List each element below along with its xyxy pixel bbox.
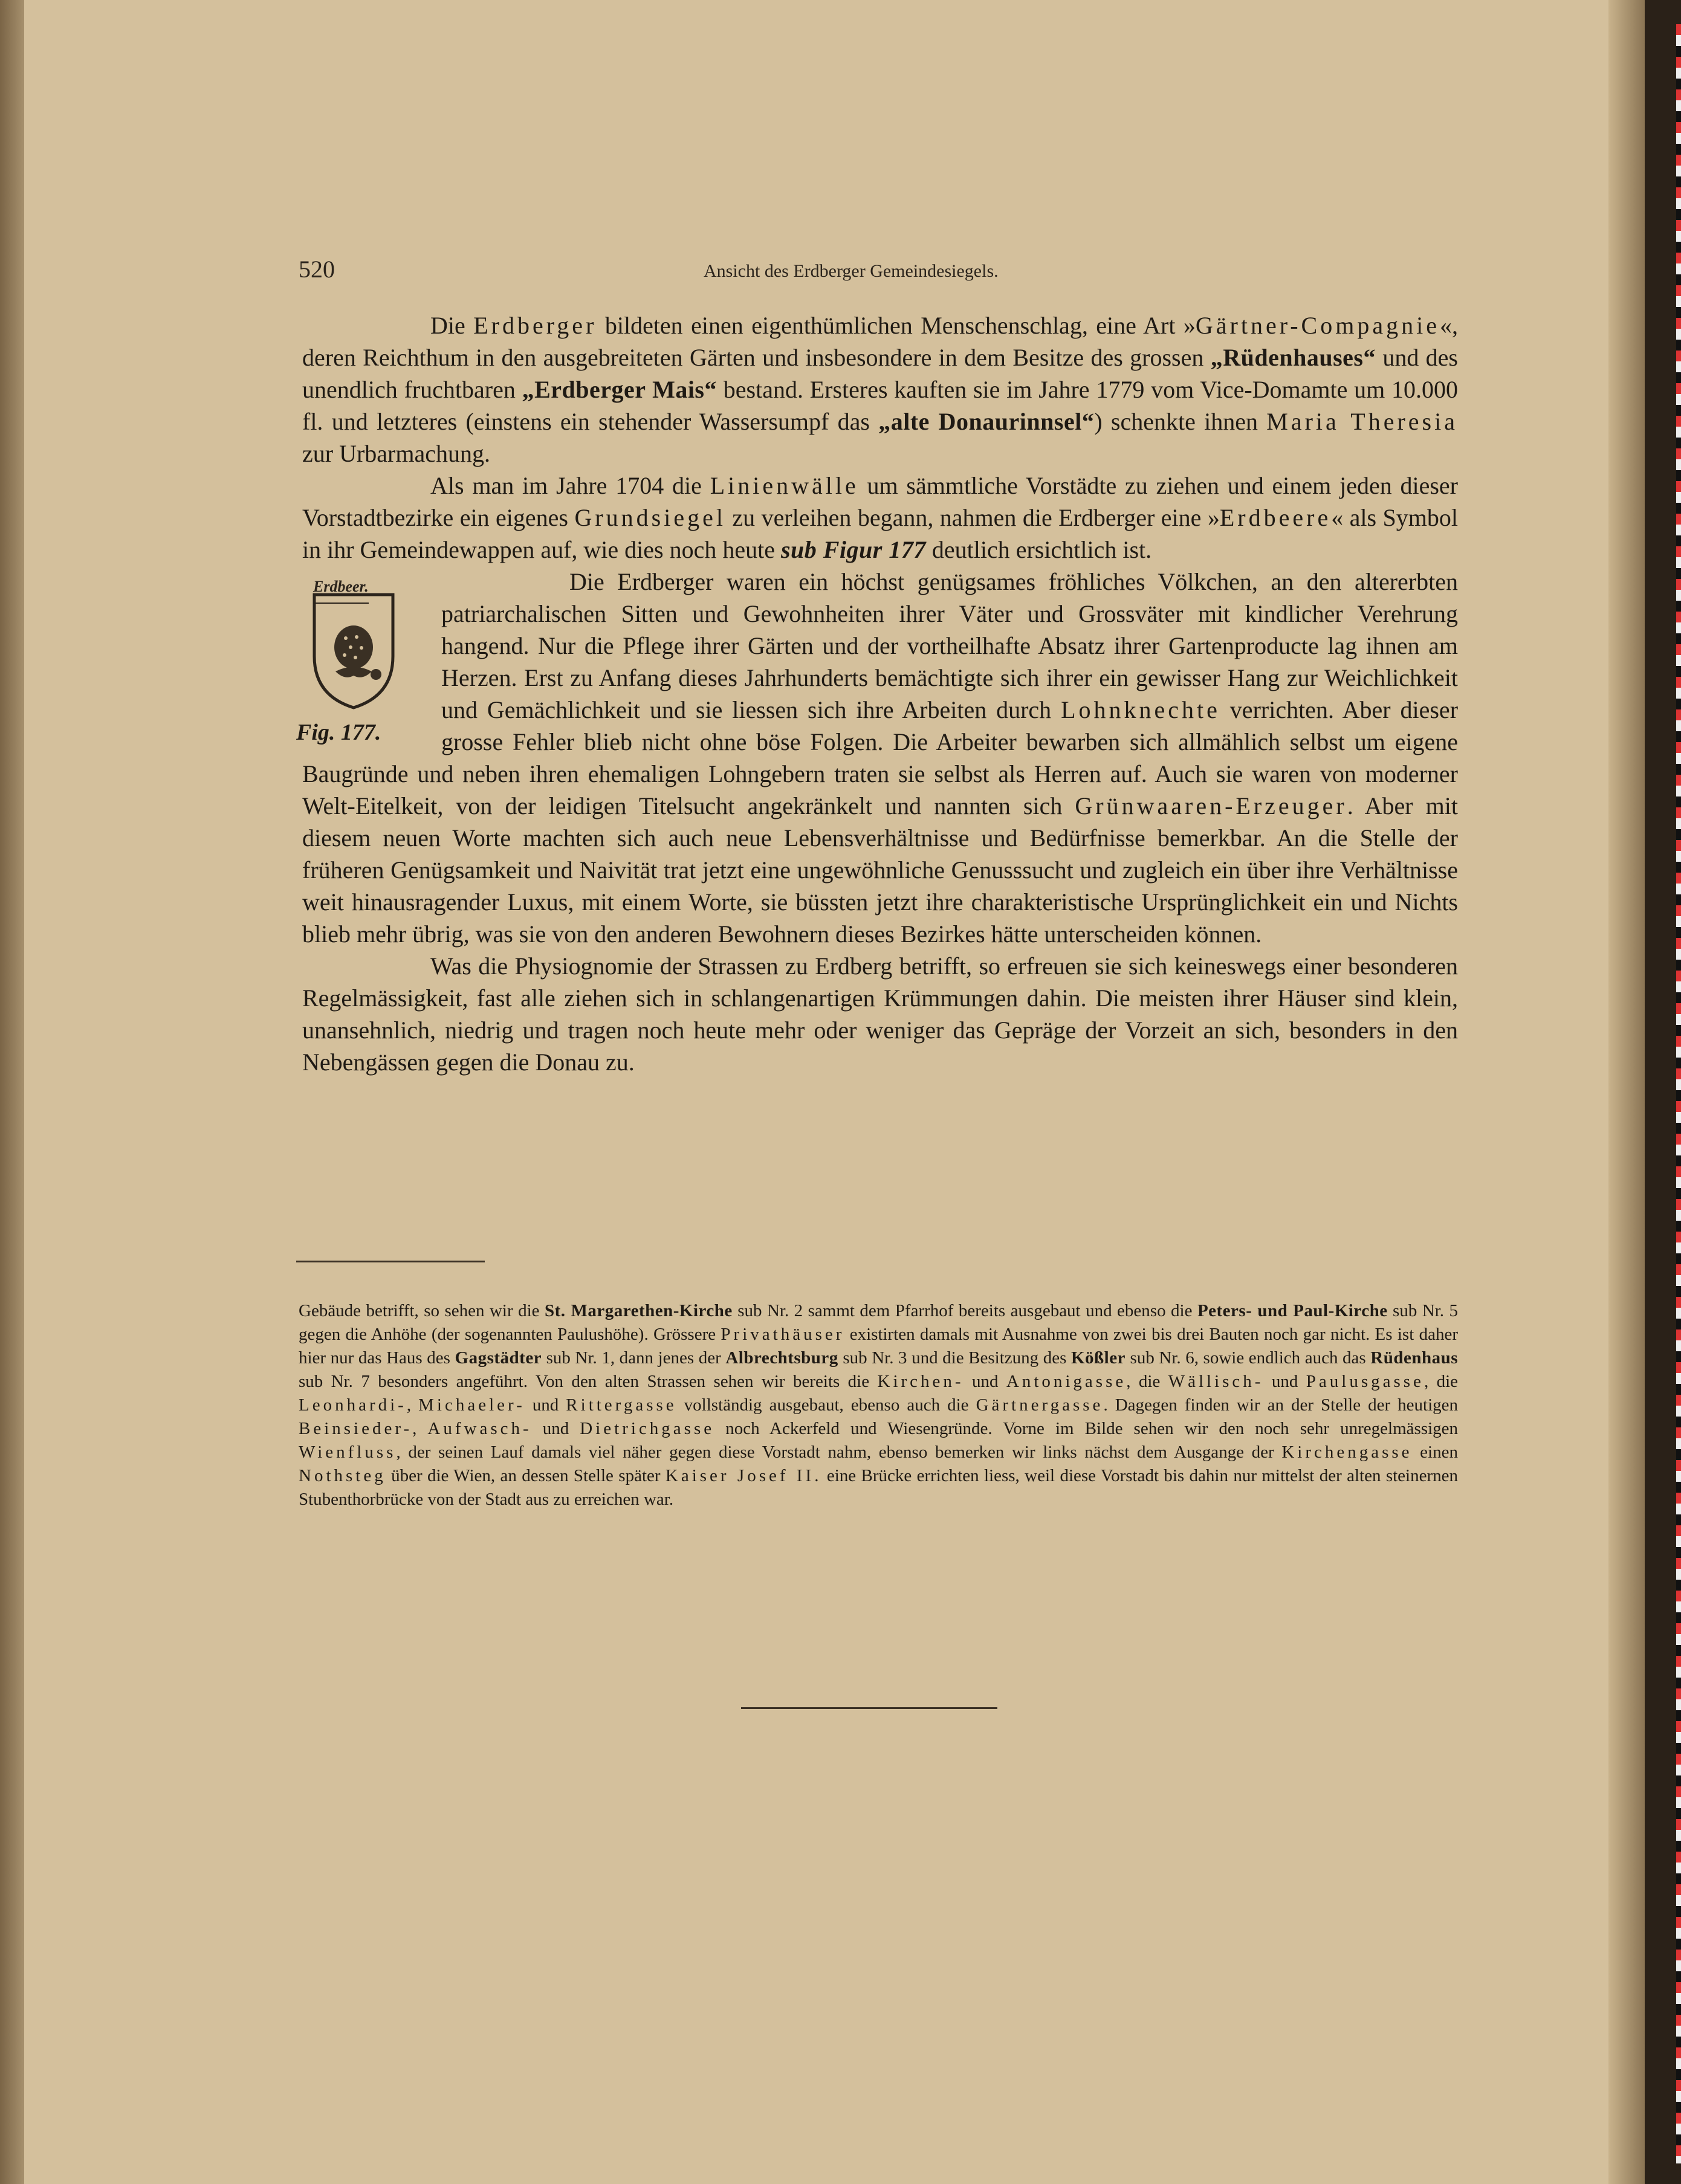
spaced-term: Leonhardi- [299, 1395, 407, 1415]
text-run: Als man im Jahre 1704 die [430, 472, 710, 499]
figure-caption: Fig. 177. [296, 720, 381, 745]
page-number: 520 [299, 256, 335, 283]
text-run: sub Nr. 6, sowie endlich auch das [1125, 1348, 1371, 1368]
spaced-term: Erdberger [473, 312, 597, 339]
text-run: sub Nr. 1, dann jenes der [542, 1348, 726, 1368]
spaced-term: Kaiser Josef II. [665, 1466, 822, 1485]
spaced-term: Antonigasse [1006, 1372, 1127, 1391]
text-run: bildeten einen eigenthümlichen Menschenschlag, eine Art » [597, 312, 1196, 339]
text-run: ) schenkte ihnen [1094, 408, 1267, 435]
strawberry-shield-icon [308, 590, 399, 711]
spaced-term: Rittergasse [566, 1395, 677, 1415]
paragraph-4: Was die Physiognomie der Strassen zu Erdberg betrifft, so erfreuen sie sich keineswegs einer besonderen Regelmässigkeit, fast alle ziehen sich in schlangenartigen Krümmungen dahin. Die meisten ihrer Häuser sind klein, unansehnlich, niedrig und tragen noch heute mehr oder weniger das Gepräge der Vorzeit an sich, besonders in den Nebengässen gegen die Donau zu. [302, 952, 1458, 1076]
spaced-term: Dietrichgasse [580, 1419, 715, 1438]
text-run: um sämmtliche Vorstädte zu ziehen und einem jeden dieser Vorstadtbezirke ein eigenes [302, 472, 1458, 531]
fraktur-term: Rüdenhaus [1370, 1348, 1458, 1368]
text-run: deutlich ersichtlich ist. [925, 536, 1152, 563]
spaced-term: Erdbeere [1219, 504, 1332, 531]
page-header [299, 255, 1459, 285]
spaced-term: Paulusgasse [1306, 1372, 1424, 1391]
fraktur-term: Kößler [1070, 1348, 1126, 1368]
text-run: , die [1126, 1372, 1168, 1391]
text-run: sub Nr. 5 gegen die Anhöhe (der sogenannten Paulushöhe). Grössere [299, 1301, 1459, 1344]
text-run: sub Nr. 3 und die Besitzung des [838, 1348, 1071, 1368]
spaced-term: Michaeler- [418, 1395, 525, 1415]
text-run: bestand. Ersteres kauften sie im Jahre 1779 vom Vice-Domamte um 10.000 fl. und letzteres (einstens ein stehender Wassersumpf das [302, 376, 1459, 435]
text-run: sub Nr. 7 besonders angeführt. Von den alten Strassen sehen wir bereits die [299, 1372, 878, 1391]
fraktur-term: Peters- und Paul-Kirche [1197, 1301, 1388, 1320]
spaced-term: Grundsiegel [574, 504, 726, 531]
spaced-term: Kirchengasse [1281, 1443, 1413, 1462]
text-run: und [964, 1372, 1006, 1391]
spaced-term: Maria Theresia [1266, 408, 1458, 435]
text-run: «, deren Reichthum in den ausgebreiteten Gärten und insbesondere in dem Besitze des grossen [302, 312, 1458, 371]
paragraph-1 [302, 309, 1458, 470]
text-run: zu verleihen begann, nahmen die Erdberger eine » [725, 504, 1220, 531]
fraktur-term: „alte Donaurinnsel“ [878, 408, 1095, 435]
running-title: Ansicht des Erdberger Gemeindesiegels. [704, 261, 999, 281]
spaced-term: Nothsteg [299, 1466, 386, 1485]
text-run: , [412, 1419, 428, 1438]
fraktur-term: „Erdberger Mais“ [522, 376, 717, 403]
spaced-term: Lohnknechte [1061, 696, 1220, 723]
spaced-term: Gärtnergasse [976, 1395, 1104, 1415]
fraktur-term: St. Margarethen-Kirche [544, 1301, 733, 1320]
text-run: und [531, 1419, 580, 1438]
text-run: zur Urbarmachung. [302, 440, 490, 467]
text-run: Die [430, 312, 474, 339]
text-run: und [525, 1395, 566, 1415]
text-run: Die Erdberger waren ein höchst genügsames fröhliches Völkchen, an den altererbten patriarchalischen Sitten und Gewohnheiten ihrer Väter und Grossväter mit kindlicher Verehrung hangend. Nur die Pflege ihrer Gärten und der vortheilhafte Absatz ihrer Gartenproducte lag ihnen am Herzen. Erst zu Anfang dieses Jahrhunderts bemächtigte sich ihrer ein gewisser Hang zur Weichlichkeit und Gemächlichkeit und sie liessen sich ihre Arbeiten durch [441, 568, 1458, 723]
figure-177 [296, 566, 429, 747]
spaced-term: Wienfluss [299, 1443, 397, 1462]
fraktur-term: Gagstädter [455, 1348, 542, 1368]
paragraph-2 [302, 470, 1458, 566]
spaced-term: Gärtner-Compagnie [1195, 312, 1440, 339]
text-run: eine Brücke errichten liess, weil diese Vorstadt bis dahin nur mittelst der alten steinernen Stubenthorbrücke von der Stadt aus zu erreichen war. [299, 1466, 1458, 1509]
text-run: sub Nr. 2 sammt dem Pfarrhof bereits ausgebaut und ebenso die [732, 1301, 1197, 1320]
figure-label: Erdbeer. [313, 570, 369, 604]
text-run: , der seinen Lauf damals viel näher gegen diese Vorstadt nahm, ebenso bemerken wir links nächst dem Ausgange der [396, 1443, 1282, 1462]
fraktur-term: „Rüdenhauses“ [1210, 344, 1376, 371]
spaced-term: Wällisch- [1168, 1372, 1264, 1391]
spaced-term: Beinsieder- [299, 1419, 413, 1438]
text-run: . Dagegen finden wir an der Stelle der heutigen [1103, 1395, 1459, 1415]
text-run: Gebäude betrifft, so sehen wir die [299, 1301, 545, 1320]
page-edge-shadow [1608, 0, 1645, 2184]
text-run: . Aber mit diesem neuen Worte machten sich auch neue Lebensverhältnisse und Bedürfnisse bemerkbar. An die Stelle der früheren Genügsamkeit und Naivität trat jetzt eine ungewöhnliche Genusssucht und zugleich ein über ihre Verhältnisse weit hinausragender Luxus, mit einem Worte, sie büssten jetzt ihre charakteristische Ursprünglichkeit ein und Nichts blieb mehr übrig, was sie von den anderen Bewohnern dieses Bezirkes hätte unterscheiden können. [302, 792, 1459, 948]
text-run: einen [1412, 1443, 1458, 1462]
spaced-term: Grünwaaren-Erzeuger [1075, 792, 1347, 819]
text-run: noch Ackerfeld und Wiesengründe. Vorne im Bilde sehen wir den noch sehr unregelmässigen [714, 1419, 1459, 1438]
color-scale-ruler [1676, 24, 1681, 2163]
spaced-term: Linienwälle [710, 472, 859, 499]
end-divider [741, 1707, 997, 1709]
spaced-term: Privathäuser [721, 1325, 845, 1344]
text-run: und des unendlich fruchtbaren [302, 344, 1458, 403]
text-run: über die Wien, an dessen Stelle später [386, 1466, 666, 1485]
footnote [299, 1299, 1458, 1511]
spaced-term: Kirchen- [877, 1372, 964, 1391]
figure-reference: sub Figur 177 [780, 536, 926, 563]
footnote-divider [296, 1261, 485, 1262]
spaced-term: Aufwasch- [427, 1419, 532, 1438]
text-run: , die [1424, 1372, 1459, 1391]
text-run: existirten damals mit Ausnahme von zwei bis drei Bauten noch gar nicht. Es ist daher hier nur das Haus des [299, 1325, 1458, 1368]
main-text [296, 309, 1459, 1078]
text-run: und [1263, 1372, 1306, 1391]
text-run: vollständig ausgebaut, ebenso auch die [676, 1395, 976, 1415]
paragraph-3 [296, 566, 1459, 950]
text-run: verrichten. Aber dieser grosse Fehler blieb nicht ohne böse Folgen. Die Arbeiter bewarben sich allmählich selbst um eigene Baugründe und neben ihren ehemaligen Lohngebern traten sie selbst als Herren auf. Auch sie waren von moderner Welt-Eitelkeit, von der leidigen Titelsucht angekränkelt und nannten sich [302, 696, 1459, 819]
text-run: « als Symbol in ihr Gemeindewappen auf, wie dies noch heute [302, 504, 1459, 563]
text-run: , [406, 1395, 419, 1415]
fraktur-term: Albrechtsburg [725, 1348, 838, 1368]
